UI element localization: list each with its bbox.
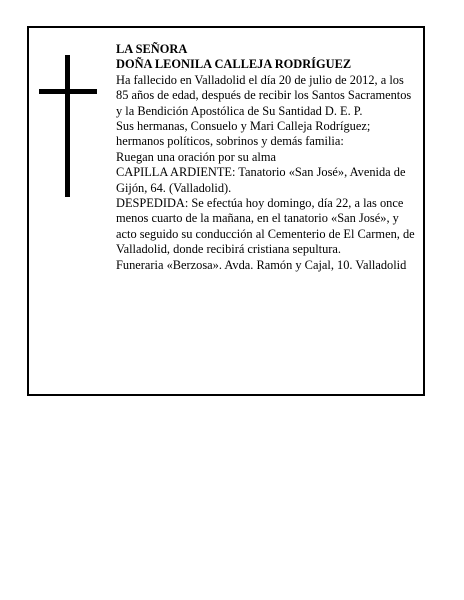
title-line-1: LA SEÑORA — [116, 42, 188, 56]
despedida-paragraph: DESPEDIDA: Se efectúa hoy domingo, día 22, a las once menos cuarto de la mañana, en el tanatorio «San José», y acto seguido su conducción al Cementerio de El Carmen, de Valladolid, donde recibirá cristiana sepultura. — [116, 196, 415, 257]
obituary-text — [116, 42, 416, 273]
family-paragraph: Sus hermanas, Consuelo y Mari Calleja Rodríguez; hermanos políticos, sobrinos y demás familia: — [116, 119, 371, 149]
deceased-name: DOÑA LEONILA CALLEJA RODRÍGUEZ — [116, 57, 352, 72]
prayer-request: Ruegan una oración por su alma — [116, 149, 276, 164]
cross-icon — [39, 55, 97, 197]
death-notice-paragraph: Ha fallecido en Valladolid el día 20 de julio de 2012, a los 85 años de edad, después de recibir los Santos Sacramentos y la Bendición Apostólica de Su Santidad D. E. P. — [116, 72, 412, 118]
funeraria-paragraph: Funeraria «Berzosa». Avda. Ramón y Cajal, 10. Valladolid — [116, 257, 407, 272]
capilla-ardiente-paragraph: CAPILLA ARDIENTE: Tanatorio «San José», Avenida de Gijón, 64. (Valladolid). — [116, 165, 406, 195]
cross-vertical-bar — [65, 55, 70, 197]
cross-horizontal-bar — [39, 89, 97, 94]
obituary-notice — [27, 26, 425, 396]
